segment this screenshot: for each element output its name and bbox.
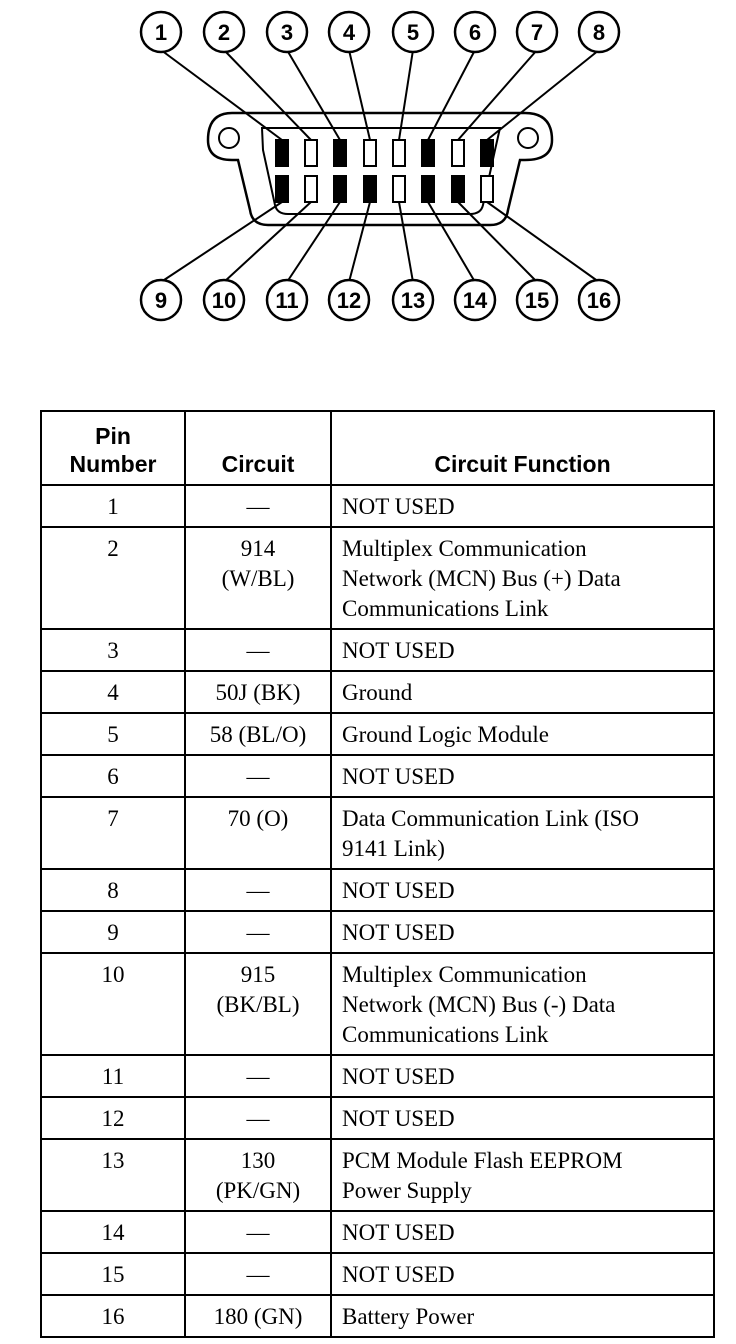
pin-callout-16	[579, 280, 619, 320]
pin-number-label: 13	[400, 288, 426, 313]
pin-number-cell: 4	[41, 671, 185, 713]
table-row	[41, 1139, 714, 1211]
pin-number-label: 2	[217, 20, 231, 45]
pin-number-label: 9	[154, 288, 168, 313]
pin-table	[40, 410, 715, 1338]
pin-number-label: 8	[592, 20, 606, 45]
pin-callout-10	[204, 280, 244, 320]
circuit-function-cell: NOT USED	[331, 1253, 714, 1295]
header-circuit-function: Circuit Function	[331, 411, 714, 485]
pin-cavity-6	[422, 140, 434, 166]
table-row	[41, 869, 714, 911]
circuit-function-cell: NOT USED	[331, 869, 714, 911]
pin-callout-5	[393, 12, 433, 52]
pin-number-cell: 10	[41, 953, 185, 1055]
pin-callout-4	[329, 12, 369, 52]
pin-cavity-3	[334, 140, 346, 166]
pin-callout-1	[141, 12, 181, 52]
circuit-function-cell: Multiplex Communication Network (MCN) Bus (-) Data Communications Link	[331, 953, 714, 1055]
pin-number-cell: 11	[41, 1055, 185, 1097]
table-row	[41, 671, 714, 713]
pin-number-label: 5	[406, 20, 420, 45]
circuit-cell: —	[185, 869, 331, 911]
pin-number-label: 3	[280, 20, 294, 45]
pin-cavity-7	[452, 140, 464, 166]
pin-number-cell: 9	[41, 911, 185, 953]
circuit-cell: 130 (PK/GN)	[185, 1139, 331, 1211]
pin-callout-7	[517, 12, 557, 52]
pin-number-label: 7	[530, 20, 544, 45]
pin-number-label: 15	[524, 288, 550, 313]
header-pin-number: Pin Number	[41, 411, 185, 485]
pin-number-label: 6	[468, 20, 482, 45]
pin-number-label: 1	[154, 20, 168, 45]
pin-cavity-12	[364, 176, 376, 202]
circuit-cell: 50J (BK)	[185, 671, 331, 713]
pin-number-cell: 1	[41, 485, 185, 527]
pin-number-cell: 3	[41, 629, 185, 671]
pin-number-label: 10	[211, 288, 237, 313]
pin-number-cell: 16	[41, 1295, 185, 1337]
circuit-cell: —	[185, 485, 331, 527]
circuit-function-cell: NOT USED	[331, 629, 714, 671]
table-row	[41, 953, 714, 1055]
pin-callout-8	[579, 12, 619, 52]
pin-callout-2	[204, 12, 244, 52]
table-row	[41, 1295, 714, 1337]
table-row	[41, 797, 714, 869]
pin-cavity-11	[334, 176, 346, 202]
pin-number-label: 16	[586, 288, 612, 313]
circuit-cell: 914 (W/BL)	[185, 527, 331, 629]
table-row	[41, 485, 714, 527]
pin-callout-11	[267, 280, 307, 320]
circuit-function-cell: NOT USED	[331, 755, 714, 797]
mounting-hole-left	[219, 128, 239, 148]
pin-number-cell: 13	[41, 1139, 185, 1211]
pin-cavity-15	[452, 176, 464, 202]
circuit-function-cell: Ground	[331, 671, 714, 713]
pin-cavity-1	[276, 140, 288, 166]
circuit-function-cell: Data Communication Link (ISO 9141 Link)	[331, 797, 714, 869]
circuit-cell: —	[185, 755, 331, 797]
table-row	[41, 629, 714, 671]
pin-number-cell: 5	[41, 713, 185, 755]
pin-number-cell: 7	[41, 797, 185, 869]
circuit-function-cell: NOT USED	[331, 1097, 714, 1139]
pin-number-cell: 2	[41, 527, 185, 629]
table-row	[41, 1211, 714, 1253]
pin-number-cell: 12	[41, 1097, 185, 1139]
circuit-cell: —	[185, 1097, 331, 1139]
circuit-cell: 915 (BK/BL)	[185, 953, 331, 1055]
connector-diagram	[0, 0, 736, 400]
pin-callout-15	[517, 280, 557, 320]
circuit-function-cell: Ground Logic Module	[331, 713, 714, 755]
table-row	[41, 527, 714, 629]
pin-callout-9	[141, 280, 181, 320]
circuit-cell: 70 (O)	[185, 797, 331, 869]
pin-number-cell: 8	[41, 869, 185, 911]
table-row	[41, 1055, 714, 1097]
pin-cavity-2	[305, 140, 317, 166]
header-circuit: Circuit	[185, 411, 331, 485]
pin-number-label: 4	[342, 20, 356, 45]
pin-callout-13	[393, 280, 433, 320]
table-row	[41, 713, 714, 755]
circuit-cell: 180 (GN)	[185, 1295, 331, 1337]
pin-cavity-8	[481, 140, 493, 166]
pin-cavity-16	[481, 176, 493, 202]
table-row	[41, 1253, 714, 1295]
pin-callout-3	[267, 12, 307, 52]
pin-callout-12	[329, 280, 369, 320]
circuit-function-cell: PCM Module Flash EEPROM Power Supply	[331, 1139, 714, 1211]
circuit-function-cell: NOT USED	[331, 1055, 714, 1097]
pin-number-cell: 14	[41, 1211, 185, 1253]
mounting-hole-right	[518, 128, 538, 148]
pin-cavity-4	[364, 140, 376, 166]
leader-line-16	[487, 202, 599, 282]
pin-number-label: 14	[462, 288, 488, 313]
circuit-cell: —	[185, 1211, 331, 1253]
pin-number-label: 11	[275, 288, 299, 313]
pin-number-cell: 15	[41, 1253, 185, 1295]
circuit-cell: —	[185, 911, 331, 953]
pin-number-cell: 6	[41, 755, 185, 797]
leader-line-9	[161, 202, 282, 282]
pin-cavity-10	[305, 176, 317, 202]
circuit-function-cell: NOT USED	[331, 911, 714, 953]
circuit-function-cell: Multiplex Communication Network (MCN) Bus (+) Data Communications Link	[331, 527, 714, 629]
circuit-function-cell: NOT USED	[331, 1211, 714, 1253]
table-row	[41, 755, 714, 797]
pin-cavity-9	[276, 176, 288, 202]
table-row	[41, 911, 714, 953]
circuit-cell: 58 (BL/O)	[185, 713, 331, 755]
pin-cavity-14	[422, 176, 434, 202]
pin-cavity-5	[393, 140, 405, 166]
pin-number-label: 12	[336, 288, 362, 313]
pin-callout-6	[455, 12, 495, 52]
circuit-function-cell: NOT USED	[331, 485, 714, 527]
circuit-function-cell: Battery Power	[331, 1295, 714, 1337]
pin-callout-14	[455, 280, 495, 320]
table-row	[41, 1097, 714, 1139]
circuit-cell: —	[185, 1055, 331, 1097]
circuit-cell: —	[185, 1253, 331, 1295]
circuit-cell: —	[185, 629, 331, 671]
pin-cavity-13	[393, 176, 405, 202]
table-header-row	[41, 411, 714, 485]
